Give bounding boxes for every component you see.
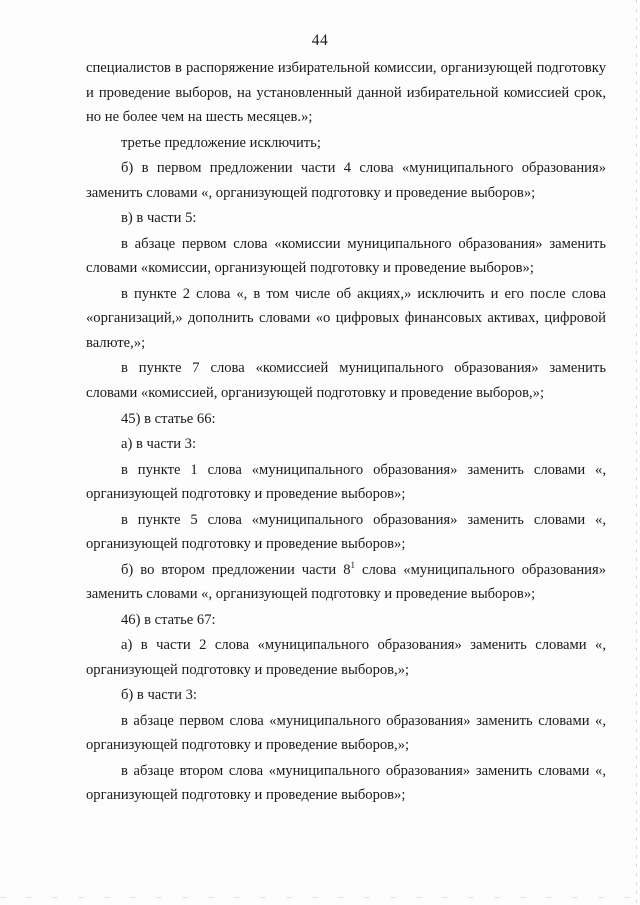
paragraph: в пункте 5 слова «муниципального образования» заменить словами «, организующей подготовку и проведение выборов»; [86, 511, 606, 553]
paragraph: в пункте 1 слова «муниципального образования» заменить словами «, организующей подготовку и проведение выборов»; [86, 461, 606, 503]
paragraph: третье предложение исключить; [121, 134, 321, 151]
paragraph: в) в части 5: [121, 210, 197, 227]
paragraph-text-after: слова «муниципального образования» заменить словами «, организующей подготовку и проведение выборов»; [86, 561, 606, 603]
paragraph: в пункте 2 слова «, в том числе об акциях,» исключить и его после слова «организаций,» дополнить словами «о цифровых финансовых активах, цифровой валюте,»; [86, 285, 606, 351]
paragraph-with-superscript [86, 558, 606, 607]
paragraph: в абзаце втором слова «муниципального образования» заменить словами «, организующей подготовку и проведение выборов»; [86, 762, 606, 804]
document-body [86, 56, 606, 808]
page-edge-right [636, 0, 637, 905]
paragraph: в абзаце первом слова «муниципального образования» заменить словами «, организующей подготовку и проведение выборов,»; [86, 712, 606, 754]
paragraph: 45) в статье 66: [121, 410, 216, 427]
paragraph: б) в первом предложении части 4 слова «муниципального образования» заменить словами «, организующей подготовку и проведение выборов»; [86, 160, 606, 201]
paragraph: б) в части 3: [121, 687, 197, 704]
paragraph: специалистов в распоряжение избирательной комиссии, организующей подготовку и проведение выборов, на установленный данной избирательной комиссией срок, но не более чем на шесть месяцев.»; [86, 60, 606, 126]
paragraph: 46) в статье 67: [121, 611, 216, 628]
paragraph-text-before: б) во втором предложении части 8 [121, 561, 351, 578]
page-edge-bottom [0, 897, 640, 898]
superscript-index: 1 [350, 559, 356, 570]
page-number: 44 [311, 32, 329, 49]
paragraph: в абзаце первом слова «комиссии муниципального образования» заменить словами «комиссии, организующей подготовку и проведение выборов»; [86, 235, 606, 277]
paragraph: в пункте 7 слова «комиссией муниципального образования» заменить словами «комиссией, организующей подготовку и проведение выборов,»; [86, 360, 606, 402]
paragraph: а) в части 2 слова «муниципального образования» заменить словами «, организующей подготовку и проведение выборов,»; [86, 637, 606, 678]
paragraph: а) в части 3: [121, 436, 197, 453]
